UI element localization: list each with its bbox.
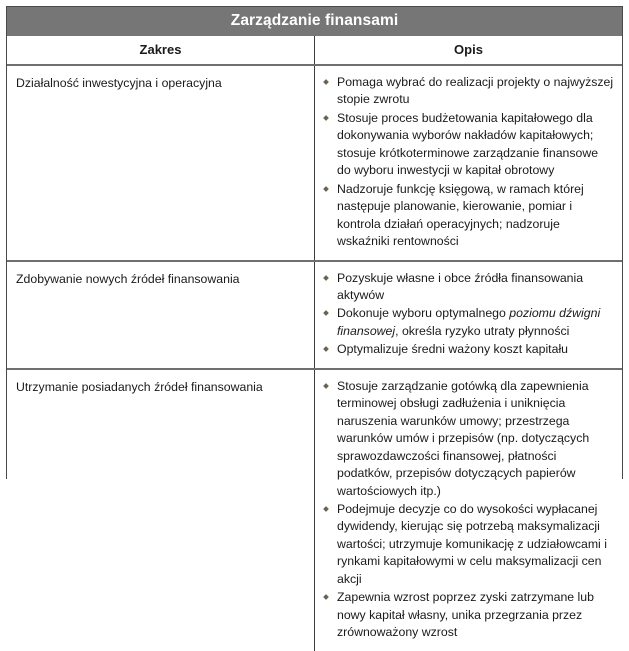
column-header-row [7,36,622,65]
bullet-item [323,378,614,500]
table-row [7,65,622,261]
row-scope-label: Działalność inwestycyjna i operacyjna [16,76,222,90]
bullet-text: Stosuje zarządzanie gotówką dla zapewnienia terminowej obsługi zadłużenia i uniknięcia naruszenia warunków umowy; przestrzega warunków umów i przepisów (np. dotyczących sprawozdawczości finansowej, płatności podatków, przepisów dotyczących papierów wartościowych itp.) [337,378,590,498]
bullet-item [323,270,614,305]
diamond-bullet-icon [323,347,329,353]
row-scope-label: Utrzymanie posiadanych źródeł finansowania [16,379,263,394]
diamond-bullet-icon [323,79,329,85]
bullet-item [323,501,614,588]
table-row [7,369,622,651]
bullet-list [323,74,614,251]
financial-management-table [7,7,622,651]
bullet-text: Zapewnia wzrost poprzez zyski zatrzymane lub nowy kapitał własny, unika przegrzania przez zrównoważony wzrost [337,590,594,640]
bullet-text: Dokonuje wyboru optymalnego [337,306,510,321]
bullet-text: , określa ryzyko utraty płynności [395,323,570,338]
bullet-text-italic: poziomu dźwigni finansowej [337,306,601,338]
row-description-cell [315,65,623,261]
row-scope-label: Zdobywanie nowych źródeł finansowania [16,271,240,286]
row-scope-cell [7,65,315,261]
bullet-item [323,305,614,340]
row-description-cell [315,369,623,651]
bullet-text: Nadzoruje funkcję księgową, w ramach której następuje planowanie, kierowanie, pomiar i kontrola działań operacyjnych; nadzoruje wskaźniki rentowności [337,181,584,249]
bullet-item [323,110,614,180]
diamond-bullet-icon [323,275,329,281]
bullet-list [323,378,614,642]
bullet-item [323,589,614,641]
diamond-bullet-icon [323,383,329,389]
table-row [7,261,622,369]
table-title: Zarządzanie finansami [7,7,622,36]
column-header-zakres: Zakres [7,36,315,65]
bullet-text: Stosuje proces budżetowania kapitałowego dla dokonywania wyborów nakładów kapitałowych; stosuje krótkoterminowe zarządzanie finansowe do wyboru inwestycji w kapitał obrotowy [337,110,599,178]
diamond-bullet-icon [323,186,329,192]
bullet-text: Optymalizuje średni ważony koszt kapitału [337,342,569,357]
table-body [7,7,622,651]
bullet-list [323,270,614,359]
row-scope-cell [7,369,315,651]
bullet-text: Pozyskuje własne i obce źródła finansowania aktywów [337,270,584,302]
column-header-opis: Opis [315,36,623,65]
bullet-item [323,181,614,251]
diamond-bullet-icon [323,506,329,512]
diamond-bullet-icon [323,115,329,121]
diamond-bullet-icon [323,594,329,600]
row-description-cell [315,261,623,369]
table-title-row [7,7,622,36]
bullet-item [323,74,614,109]
bullet-text: Pomaga wybrać do realizacji projekty o najwyższej stopie zwrotu [337,75,614,107]
bullet-text: Podejmuje decyzje co do wysokości wypłacanej dywidendy, kierując się potrzebą maksymalizacji wartości; utrzymuje komunikację z udziałowcami i rynkami kapitałowymi w celu maksymalizacji cen akcji [337,501,607,586]
diamond-bullet-icon [323,311,329,317]
row-scope-cell [7,261,315,369]
bullet-item [323,341,614,358]
financial-management-table-container [6,6,623,640]
